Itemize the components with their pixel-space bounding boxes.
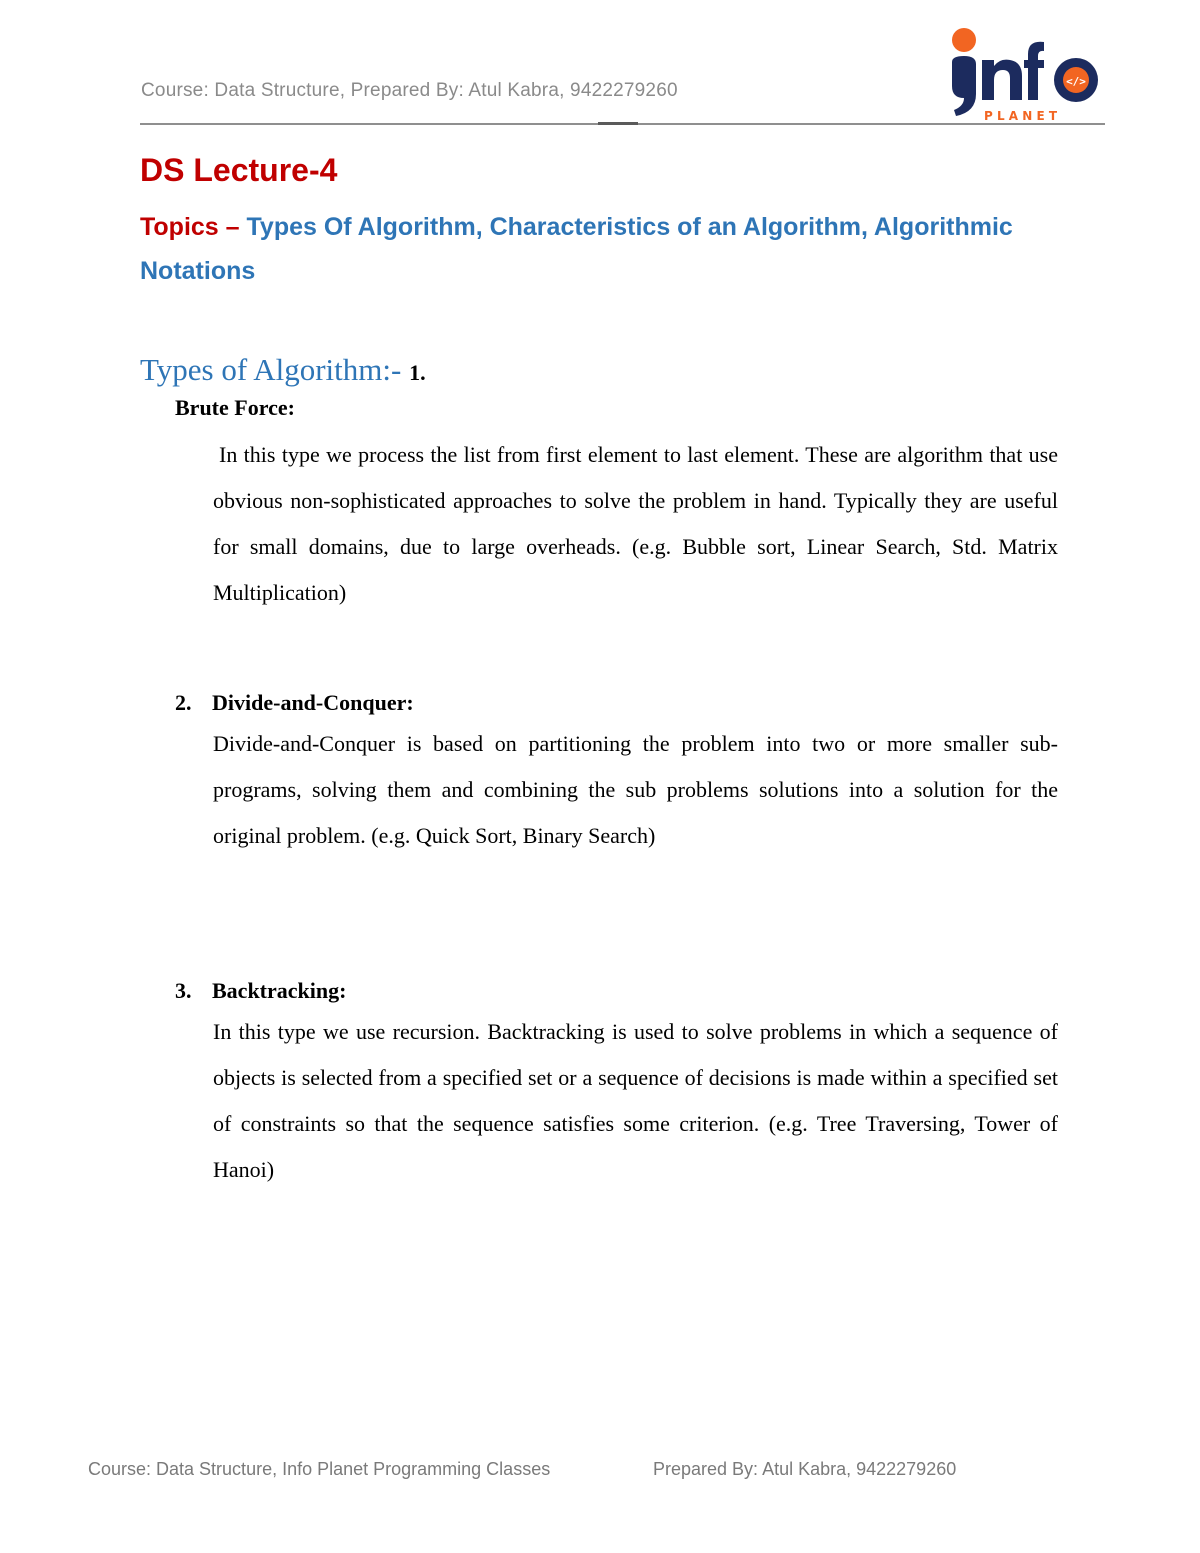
item-number-2: 2.: [175, 690, 192, 715]
item-title-divide-and-conquer: Divide-and-Conquer:: [212, 690, 414, 715]
footer-left: Course: Data Structure, Info Planet Programming Classes: [88, 1459, 551, 1479]
item-title-brute-force: Brute Force:: [175, 395, 295, 420]
logo-badge-text: </>: [1066, 75, 1086, 88]
item-number-3: 3.: [175, 978, 192, 1003]
logo-letter-n: [982, 60, 1022, 100]
topics-text: Types Of Algorithm, Characteristics of an Algorithm, Algorithmic Notations: [140, 213, 1013, 285]
item-body-brute-force: In this type we process the list from first element to last element. These are algorithm that use obvious non-sophisticated approaches to solve the problem in hand. Typically they are useful for small domains, due to large overheads. (e.g. Bubble sort, Linear Search, Std. Matrix Multiplication): [213, 442, 1058, 605]
item-title-backtracking: Backtracking:: [212, 978, 347, 1003]
topics-label: Topics –: [140, 213, 247, 241]
info-planet-logo: [940, 24, 1110, 124]
section-heading-text: Types of Algorithm:-: [140, 352, 410, 387]
logo-i-dot: [952, 28, 976, 52]
item-number-1: 1.: [409, 360, 426, 385]
logo-letter-f: [1024, 42, 1044, 100]
header-course-line: Course: Data Structure, Prepared By: Atul Kabra, 9422279260: [141, 80, 678, 101]
logo-graphic: [940, 24, 1110, 124]
item-body-backtracking: In this type we use recursion. Backtracking is used to solve problems in which a sequence of objects is selected from a specified set or a sequence of decisions is made within a specified set of constraints so that the sequence satisfies some criterion. (e.g. Tree Traversing, Tower of Hanoi): [213, 1019, 1058, 1182]
logo-subtitle: P L A N E T: [984, 109, 1058, 123]
header-divider-accent: [598, 122, 638, 125]
logo-i-body: [952, 56, 976, 116]
page-title: DS Lecture-4: [140, 152, 338, 188]
item-body-divide-and-conquer: Divide-and-Conquer is based on partitioning the problem into two or more smaller sub-programs, solving them and combining the sub problems solutions into a solution for the original problem. (e.g. Quick Sort, Binary Search): [213, 731, 1058, 848]
footer-right: Prepared By: Atul Kabra, 9422279260: [653, 1459, 957, 1479]
section-heading: [140, 352, 426, 388]
topics-line: [140, 205, 1040, 293]
